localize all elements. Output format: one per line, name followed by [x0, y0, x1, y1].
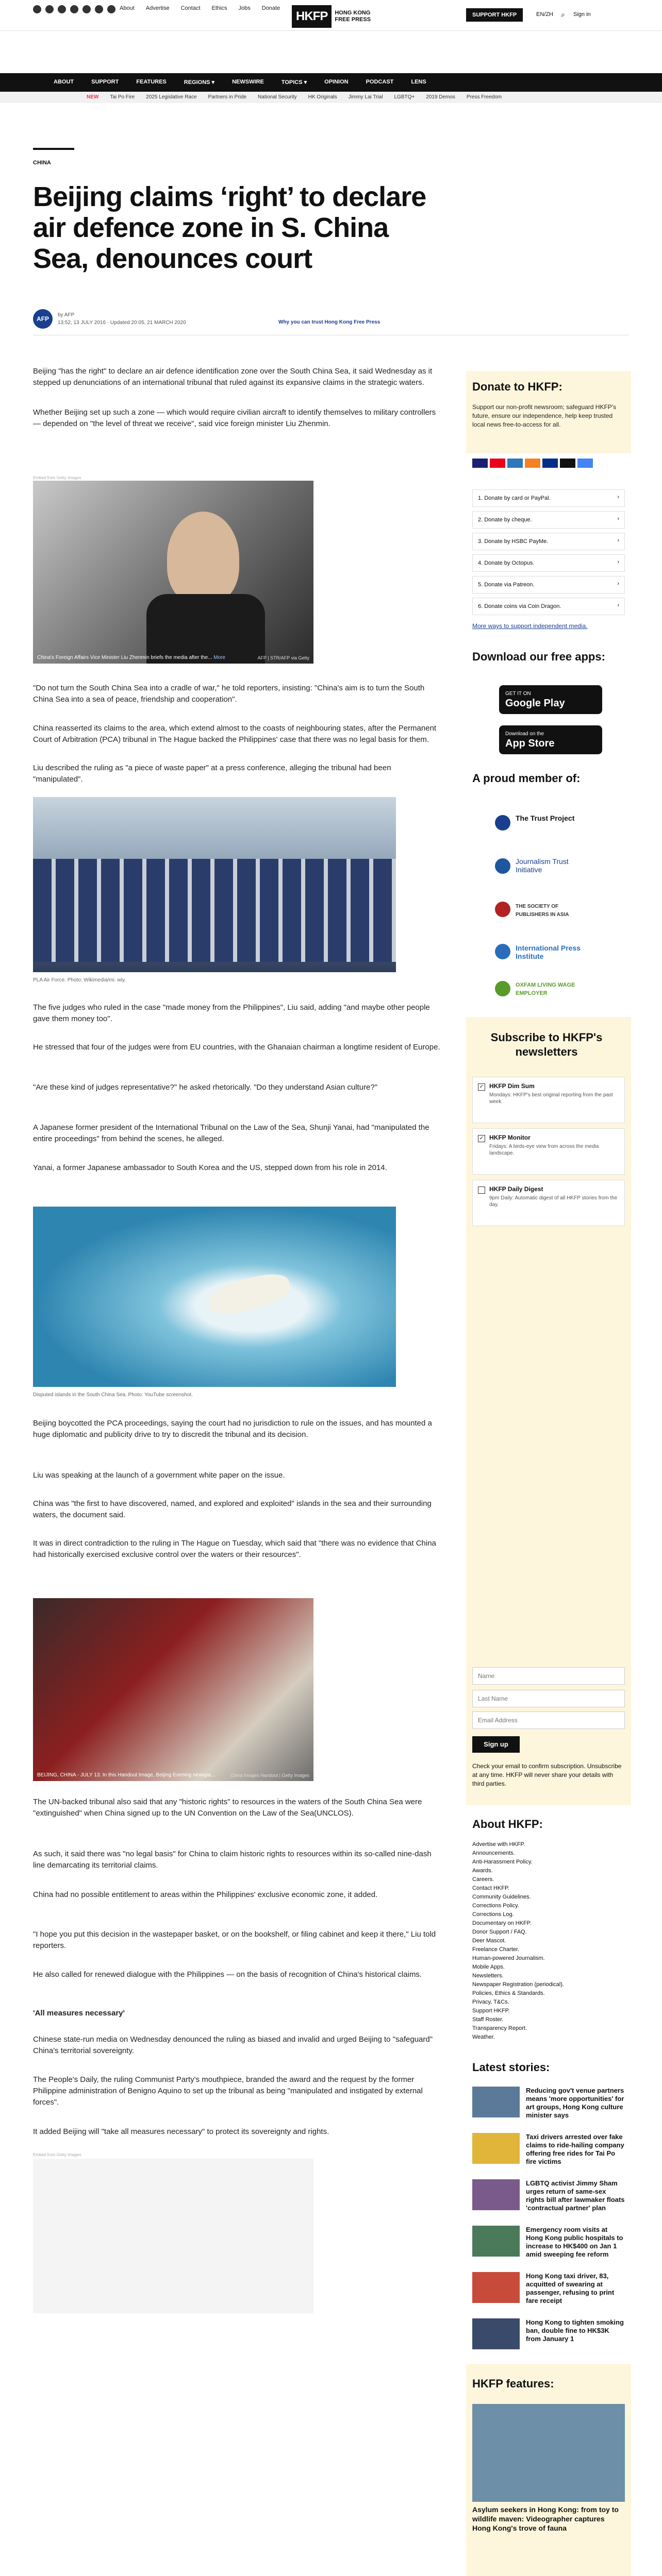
- donate-patreon[interactable]: 5. Donate via Patreon. ›: [472, 576, 625, 594]
- about-link[interactable]: Freelance Charter.: [472, 1946, 520, 1953]
- logo-text: HONG KONG FREE PRESS: [335, 10, 371, 23]
- signup-button[interactable]: Sign up: [472, 1736, 520, 1753]
- main-nav: [0, 73, 662, 92]
- article-paragraph: It added Beijing will "take all measures necessary" to protect its sovereignty and rights.: [33, 2127, 329, 2136]
- applepay-icon: [560, 459, 575, 468]
- getty-embed-placeholder: [33, 2159, 313, 2313]
- island-shape: [206, 1268, 293, 1319]
- badge-big: Google Play: [505, 698, 565, 709]
- feature-image: [472, 2404, 625, 2502]
- newsletter-name: HKFP Dim Sum: [489, 1082, 535, 1090]
- photo-source: AFP | STR/AFP via Getty: [257, 655, 309, 660]
- photo-source: China Images Handout | Getty Images: [230, 1773, 309, 1778]
- article-paragraph: Yanai, a former Japanese ambassador to South Korea and the US, stepped down from his role in 2014.: [33, 1163, 387, 1172]
- trending-link[interactable]: 2025 Legislative Race: [146, 94, 197, 100]
- story-title: Taxi drivers arrested over fake claims to ride-hailing company offering free rides for Tai Po fire victims: [526, 2133, 624, 2165]
- signin-link[interactable]: Sign in: [573, 11, 591, 18]
- top-link-contact[interactable]: Contact: [180, 5, 201, 11]
- member-sopa[interactable]: THE SOCIETY OF PUBLISHERS IN ASIA: [516, 904, 569, 918]
- photo-caption: Disputed islands in the South China Sea. Photo: YouTube screenshot.: [33, 1392, 193, 1398]
- payment-icons: [472, 459, 625, 479]
- member-ipi[interactable]: International Press Institute: [516, 944, 581, 960]
- top-link-advertise[interactable]: Advertise: [145, 5, 170, 11]
- about-link[interactable]: Weather.: [472, 2034, 495, 2040]
- checkbox[interactable]: [478, 1187, 485, 1194]
- nav-podcast[interactable]: PODCAST: [366, 79, 394, 85]
- discover-icon: [525, 459, 540, 468]
- donate-title: Donate to HKFP:: [472, 380, 562, 393]
- getty-embed-credit: Embed from Getty Images: [33, 2153, 81, 2157]
- story-title: Hong Kong taxi driver, 83, acquitted of swearing at passenger, refusing to print fare receipt: [526, 2272, 615, 2304]
- more-ways-link[interactable]: More ways to support independent media.: [472, 622, 588, 630]
- newsletter-name: HKFP Monitor: [489, 1134, 531, 1141]
- top-link-jobs[interactable]: Jobs: [238, 5, 251, 11]
- article-paragraph: Liu described the ruling as "a piece of waste paper" at a press conference, alleging the tribunal had been "manipulated".: [33, 764, 391, 784]
- story-title: Reducing gov't venue partners means 'more opportunities' for art groups, Hong Kong culture minister says: [526, 2087, 624, 2119]
- trending-link[interactable]: Jimmy Lai Trial: [348, 94, 383, 100]
- article-paragraph: He also called for renewed dialogue with the Philippines — on the basis of recognition of China's historical claims.: [33, 1970, 422, 1979]
- name-field[interactable]: [472, 1667, 625, 1685]
- nav-newswire[interactable]: NEWSWIRE: [232, 79, 264, 85]
- trending-link[interactable]: HK Originals: [308, 94, 337, 100]
- article-paragraph: China reasserted its claims to the area, which extend almost to the coasts of neighbouring states, after the Permanent Court of Arbitration (PCA) tribunal in The Hague backed the Philippines' case that there was no legal basis for them.: [33, 724, 437, 744]
- article-headline: Beijing claims ‘right’ to declare air defence zone in S. China Sea, denounces court: [33, 181, 426, 274]
- mastercard-icon: [490, 459, 505, 468]
- nav-lens[interactable]: LENS: [411, 79, 426, 85]
- donate-card[interactable]: 1. Donate by card or PayPal. ›: [472, 489, 625, 507]
- article-paragraph: As such, it said there was "no legal basis" for China to claim historic rights to resources within its so-called nine-dash line demarcating its territorial claims.: [33, 1850, 432, 1870]
- new-label: NEW: [87, 94, 99, 100]
- about-link[interactable]: Mobile Apps.: [472, 1964, 505, 1970]
- latest-story[interactable]: [472, 2087, 625, 2128]
- photo-liu-zhenmin: [33, 481, 313, 664]
- mastodon-icon[interactable]: [107, 5, 115, 13]
- member-oxfam[interactable]: OXFAM LIVING WAGE EMPLOYER: [516, 982, 575, 996]
- photo-caption: China's Foreign Affairs Vice Minister Liu Zhenmin briefs the media after the... More: [37, 655, 226, 660]
- article-paragraph: Chinese state-run media on Wednesday denounced the ruling as biased and invalid and urged Beijing to "safeguard" China's territorial sovereignty.: [33, 2035, 433, 2055]
- about-link[interactable]: Community Guidelines.: [472, 1894, 531, 1900]
- about-link[interactable]: Deer Mascot.: [472, 1938, 506, 1944]
- article-paragraph: It was in direct contradiction to the ruling in The Hague on Tuesday, which said that "there was no evidence that China had historically exercised exclusive control over the waters or their resources".: [33, 1539, 436, 1559]
- nav-regions[interactable]: REGIONS ▾: [184, 79, 215, 86]
- about-link[interactable]: Careers.: [472, 1876, 494, 1883]
- logo-mark: HKFP: [292, 5, 332, 28]
- nav-features[interactable]: FEATURES: [136, 79, 167, 85]
- about-links: [472, 1840, 625, 2042]
- feature-title: Asylum seekers in Hong Kong: from toy to wildlife maven: Videographer captures Hong Kong's trove of fauna: [472, 2505, 619, 2532]
- newsletter-option-monitor[interactable]: [472, 1128, 625, 1175]
- latest-story[interactable]: [472, 2272, 625, 2313]
- story-thumbnail: [472, 2226, 520, 2257]
- about-link[interactable]: Announcements.: [472, 1850, 515, 1856]
- publish-dates: 13:52, 13 JULY 2016 · Updated 20:05, 21 MARCH 2020: [58, 320, 186, 326]
- article-paragraph: Whether Beijing set up such a zone — which would require civilian aircraft to identify themselves to military controllers — depended on "the level of threat we receive", said vice foreign minister Liu Zhenmin.: [33, 408, 436, 428]
- badge-big: App Store: [505, 738, 555, 749]
- article-category[interactable]: CHINA: [33, 160, 51, 166]
- latest-story[interactable]: [472, 2133, 625, 2174]
- story-thumbnail: [472, 2272, 520, 2303]
- newsletter-title: Subscribe to HKFP's newsletters: [490, 1031, 603, 1058]
- article-paragraph: China had no possible entitlement to areas within the Philippines' exclusive economic zone, it added.: [33, 1890, 378, 1899]
- article-paragraph: "Do not turn the South China Sea into a cradle of war," he told reporters, insisting: "China's aim is to turn the South China Sea into a sea of peace, friendship and cooperation".: [33, 684, 425, 704]
- instagram-icon[interactable]: [58, 5, 66, 13]
- trending-link[interactable]: Partners in Pride: [208, 94, 247, 100]
- about-link[interactable]: Corrections Policy.: [472, 1903, 519, 1909]
- utility-bar: [0, 0, 662, 31]
- about-link[interactable]: Newspaper Registration (periodical).: [472, 1981, 564, 1988]
- newsletter-option-dimsum[interactable]: [472, 1077, 625, 1123]
- checkbox[interactable]: ✓: [478, 1083, 485, 1091]
- oxfam-icon: [495, 981, 510, 996]
- search-icon[interactable]: ⌕: [561, 10, 565, 19]
- story-thumbnail: [472, 2133, 520, 2164]
- story-title: LGBTQ activist Jimmy Sham urges return of same-sex rights bill after lawmaker floats 'contractual partner' plan: [526, 2179, 625, 2212]
- badge-small: Download on the: [505, 731, 544, 737]
- article-paragraph: He stressed that four of the judges were from EU countries, with the Ghanaian chairman a longtime resident of Europe.: [33, 1043, 440, 1052]
- section-subheading: 'All measures necessary': [33, 2009, 125, 2018]
- article-paragraph: The People's Daily, the ruling Communist Party's mouthpiece, branded the award and the request by the former Philippine administration of Benigno Aquino to set up the tribunal as being "manipulated and instigated by external forces".: [33, 2075, 423, 2107]
- top-links: [120, 5, 280, 11]
- visa-icon: [472, 459, 488, 468]
- member-jti[interactable]: Journalism Trust Initiative: [516, 857, 569, 874]
- about-link[interactable]: Awards.: [472, 1868, 493, 1874]
- photo-pla-air-force: [33, 797, 396, 972]
- about-link[interactable]: Privacy, T&Cs.: [472, 1999, 509, 2005]
- soldiers-row: [33, 859, 396, 962]
- features-title: HKFP features:: [472, 2377, 554, 2390]
- donate-payme[interactable]: 3. Donate by HSBC PayMe. ›: [472, 533, 625, 550]
- trending-link[interactable]: 2019 Demos: [426, 94, 455, 100]
- newsletter-option-digest[interactable]: [472, 1180, 625, 1226]
- article-paragraph: Beijing "has the right" to declare an air defence identification zone over the South China Sea, it said Wednesday as it stepped up denunciations of an international tribunal that ruled against its expansive claims in the strategic waters.: [33, 367, 433, 387]
- about-link[interactable]: Anti-Harassment Policy.: [472, 1859, 533, 1865]
- latest-title: Latest stories:: [472, 2061, 550, 2074]
- byline: [33, 309, 186, 329]
- photo-newspapers: [33, 1598, 313, 1781]
- last-name-field[interactable]: [472, 1690, 625, 1707]
- ipi-icon: [495, 944, 510, 959]
- badge-small: GET IT ON: [505, 691, 531, 697]
- article-paragraph: Liu was speaking at the launch of a government white paper on the issue.: [33, 1471, 285, 1480]
- about-link[interactable]: Donor Support / FAQ.: [472, 1929, 527, 1935]
- apps-title: Download our free apps:: [472, 650, 605, 663]
- about-title: About HKFP:: [472, 1818, 543, 1831]
- donate-coins[interactable]: 6. Donate coins via Coin Dragon. ›: [472, 598, 625, 615]
- story-thumbnail: [472, 2179, 520, 2210]
- email-field[interactable]: [472, 1711, 625, 1729]
- story-thumbnail: [472, 2318, 520, 2349]
- donate-cheque[interactable]: 2. Donate by cheque. ›: [472, 511, 625, 529]
- paypal-icon: [542, 459, 558, 468]
- author-name[interactable]: by AFP: [58, 312, 75, 318]
- about-link[interactable]: Human-powered Journalism.: [472, 1955, 545, 1961]
- amex-icon: [507, 459, 523, 468]
- member-title: A proud member of:: [472, 772, 581, 785]
- donate-blurb[interactable]: Support our non-profit newsroom; safeguard HKFP's future, ensure our independence, help keep trusted local news free-to-access for all.: [472, 403, 617, 428]
- app-store-badge[interactable]: [499, 725, 602, 754]
- story-title: Emergency room visits at Hong Kong public hospitals to increase to HK$400 on Jan 1 amid sweeping fee reform: [526, 2226, 623, 2258]
- portrait-suit: [146, 594, 265, 664]
- youtube-icon[interactable]: [82, 5, 91, 13]
- latest-story[interactable]: [472, 2226, 625, 2267]
- caption-more-link[interactable]: More: [213, 655, 226, 660]
- telegram-icon[interactable]: [95, 5, 103, 13]
- newsletter-name: HKFP Daily Digest: [489, 1185, 543, 1193]
- story-thumbnail: [472, 2087, 520, 2117]
- about-link[interactable]: Transparency Report.: [472, 2025, 527, 2031]
- nav-support[interactable]: SUPPORT: [91, 79, 119, 85]
- article-paragraph: "I hope you put this decision in the wastepaper basket, or on the bookshelf, or filing cabinet and keep it there," Liu told reporters.: [33, 1930, 436, 1950]
- social-icons: [33, 5, 115, 13]
- x-icon[interactable]: [45, 5, 54, 13]
- about-link[interactable]: Support HKFP.: [472, 2008, 510, 2014]
- article-paragraph: The five judges who ruled in the case "made money from the Philippines", Liu said, adding "and maybe other people gave them money too".: [33, 1003, 430, 1023]
- donate-octopus[interactable]: 4. Donate by Octopus. ›: [472, 554, 625, 572]
- story-title: Hong Kong to tighten smoking ban, double fine to HK$3K from January 1: [526, 2318, 624, 2343]
- support-button[interactable]: SUPPORT HKFP: [466, 8, 523, 22]
- trending-bar: [0, 92, 662, 103]
- about-link[interactable]: Policies, Ethics & Standards.: [472, 1990, 545, 1996]
- googlepay-icon: [577, 459, 593, 468]
- site-logo[interactable]: [292, 3, 378, 30]
- trust-link[interactable]: Why you can trust Hong Kong Free Press: [278, 319, 380, 325]
- article-paragraph: The UN-backed tribunal also said that any "historic rights" to resources in the waters of the South China Sea were "extinguished" when China signed up to the UN Convention on the Law of the Sea(UNCLOS).: [33, 1798, 422, 1818]
- trending-link[interactable]: Press Freedom: [466, 94, 502, 100]
- facebook-icon[interactable]: [33, 5, 41, 13]
- trust-project-icon: [495, 815, 510, 831]
- jti-icon: [495, 858, 510, 874]
- about-link[interactable]: Advertise with HKFP.: [472, 1841, 525, 1848]
- photo-caption: BEIJING, CHINA - JULY 13: In this Handout Image, Beijing Evening newspa...: [37, 1772, 215, 1778]
- photo-caption: PLA Air Force. Photo: Wikimedia/mi. wiy.: [33, 977, 126, 983]
- member-trust-project[interactable]: The Trust Project: [516, 814, 575, 822]
- trending-link[interactable]: Tai Po Fire: [110, 94, 135, 100]
- newsletter-desc: Fridays: A birds-eye view from across the media landscape.: [489, 1144, 599, 1156]
- language-toggle[interactable]: EN/ZH: [536, 11, 553, 18]
- threads-icon[interactable]: [70, 5, 78, 13]
- top-link-ethics[interactable]: Ethics: [211, 5, 227, 11]
- trending-link[interactable]: National Security: [258, 94, 297, 100]
- latest-story[interactable]: [472, 2179, 625, 2221]
- nav-topics[interactable]: TOPICS ▾: [281, 79, 307, 86]
- about-link[interactable]: Staff Roster.: [472, 2016, 504, 2023]
- article-paragraph: China was "the first to have discovered, named, and explored and exploited" islands in the sea and their surrounding waters, the document said.: [33, 1499, 432, 1519]
- about-link[interactable]: Documentary on HKFP.: [472, 1920, 532, 1926]
- top-link-donate[interactable]: Donate: [261, 5, 280, 11]
- about-link[interactable]: Newsletters.: [472, 1973, 504, 1979]
- nav-about[interactable]: ABOUT: [54, 79, 74, 85]
- newsletter-note: Check your email to confirm subscription. Unsubscribe at any time. HKFP will never share your details with third parties.: [472, 1762, 622, 1787]
- article-paragraph: Beijing boycotted the PCA proceedings, saying the court had no jurisdiction to rule on the issues, and has mounted a huge diplomatic and publicity drive to try to discredit the tribunal and its decision.: [33, 1419, 432, 1439]
- article-paragraph: "Are these kind of judges representative?" he asked rhetorically. "Do they understand Asian culture?": [33, 1083, 378, 1092]
- sopa-icon: [495, 902, 510, 917]
- feature-item[interactable]: [472, 2404, 625, 2533]
- nav-opinion[interactable]: OPINION: [324, 79, 349, 85]
- newsletter-desc: 9pm Daily: Automatic digest of all HKFP stories from the day.: [489, 1195, 618, 1208]
- trending-link[interactable]: LGBTQ+: [394, 94, 415, 100]
- photo-disputed-islands: [33, 1207, 396, 1387]
- newsletter-desc: Mondays: HKFP's best original reporting from the past week.: [489, 1092, 613, 1105]
- google-play-badge[interactable]: [499, 685, 602, 714]
- getty-embed-credit: Embed from Getty Images: [33, 476, 81, 480]
- top-link-about[interactable]: About: [120, 5, 135, 11]
- checkbox[interactable]: ✓: [478, 1135, 485, 1142]
- about-link[interactable]: Corrections Log.: [472, 1911, 514, 1918]
- category-rule: [33, 148, 74, 150]
- about-link[interactable]: Contact HKFP.: [472, 1885, 509, 1891]
- latest-story[interactable]: [472, 2318, 625, 2360]
- author-avatar[interactable]: AFP: [33, 309, 53, 329]
- portrait-figure: [167, 512, 239, 604]
- article-paragraph: A Japanese former president of the International Tribunal on the Law of the Sea, Shunji Yanai, had "manipulated the entire proceedings" from behind the scenes, he alleged.: [33, 1123, 429, 1143]
